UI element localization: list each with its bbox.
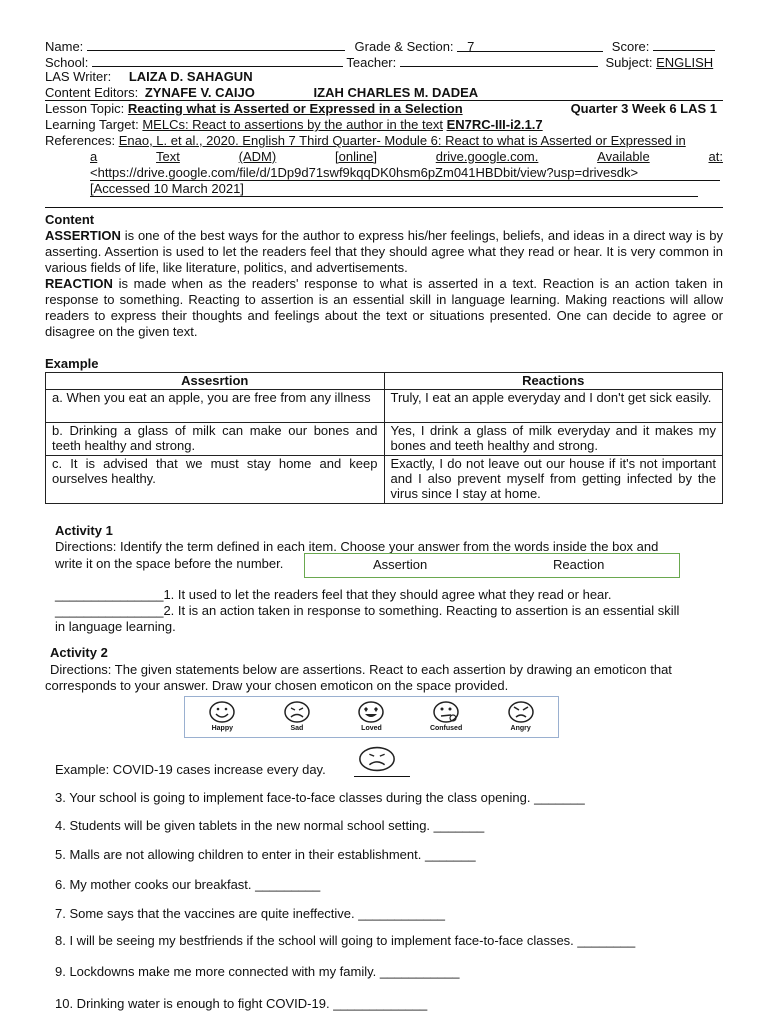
assertion-paragraph — [45, 228, 723, 276]
school-field[interactable] — [92, 54, 343, 67]
reaction-text: is made when as the readers' response to what is asserted in a text. Reaction is an action taken in response to something. Reacting to assertion is an essential skill in language learning. Making reactions will allow readers to express their thoughts and feelings about the text or situations presented. One can decide to agree or disagree on the given text. — [45, 276, 723, 339]
grade-value: 7 — [467, 39, 475, 54]
item-text: 8. I will be seeing my bestfriends if the school will going to implement face-to-face classes. — [55, 933, 574, 948]
emoticon-label: Confused — [429, 725, 463, 732]
activity1-directions-1: Directions: Identify the term defined in each item. Choose your answer from the words inside the box and — [55, 539, 659, 554]
reaction-term: REACTION — [45, 276, 113, 291]
answer-blank[interactable]: ___________ — [379, 964, 460, 979]
loved-face-icon — [357, 700, 385, 724]
references-label: References: — [45, 133, 116, 148]
table-row — [46, 423, 723, 456]
item-text: 6. My mother cooks our breakfast. — [55, 877, 252, 892]
grade-field[interactable] — [457, 39, 603, 52]
sad-face-icon — [283, 700, 311, 724]
ref-word: drive.google.com. — [435, 149, 539, 164]
answer-blank[interactable]: ____________ — [358, 906, 446, 921]
emoticon-angry — [491, 697, 551, 732]
table-row — [46, 456, 723, 504]
quarter-label: Quarter 3 Week 6 LAS 1 — [570, 101, 717, 116]
answer-blank[interactable]: _____________ — [333, 996, 428, 1011]
table-row — [46, 390, 723, 423]
activity2-item — [55, 818, 484, 834]
answer-blank[interactable]: _________ — [255, 877, 321, 892]
item-text: 2. It is an action taken in response to something. Reacting to assertion is an essential skill — [163, 603, 680, 618]
item-text: 5. Malls are not allowing children to enter in their establishment. — [55, 847, 422, 862]
reaction-cell: Yes, I drink a glass of milk everyday and it makes my bones and teeth healthy and strong. — [384, 423, 723, 456]
target-value: MELCs: React to assertions by the author in the text — [142, 117, 443, 132]
subject-label: Subject: — [605, 55, 653, 70]
emoticon-label: Happy — [211, 725, 233, 732]
choice-assertion: Assertion — [373, 557, 428, 572]
ref-word: Available — [597, 149, 650, 164]
activity2-item — [55, 847, 476, 863]
score-field[interactable] — [653, 38, 715, 51]
writer-value: LAIZA D. SAHAGUN — [128, 69, 253, 84]
writer-row — [45, 69, 253, 85]
grade-label: Grade & Section: — [354, 39, 454, 54]
choice-reaction: Reaction — [553, 557, 605, 572]
references-value: Enao, L. et al., 2020. English 7 Third Quarter- Module 6: React to what is Asserted or Expressed in — [118, 133, 686, 148]
answer-blank[interactable]: ________ — [577, 933, 636, 948]
subject-value: ENGLISH — [656, 55, 714, 70]
column-header-assertion: Assesrtion — [46, 373, 385, 390]
teacher-label: Teacher: — [346, 55, 397, 70]
assertion-text: is one of the best ways for the author to express his/her feelings, beliefs, and ideas in a direct way is by asserting. Assertion is used to let the readers feel that they should agree what they read or hear. It is very common in various fields of life, like literature, politics, and advertisements. — [45, 228, 723, 275]
reaction-cell: Exactly, I do not leave out our house if it's not important and I also prevent myself from getting infected by the virus since I stay at home. — [384, 456, 723, 504]
topic-row — [45, 101, 723, 117]
activity2-directions-1: Directions: The given statements below are assertions. React to each assertion by drawing an emoticon that — [50, 662, 672, 677]
topic-label: Lesson Topic: — [45, 101, 125, 116]
editors-label: Content Editors: — [45, 85, 139, 100]
ref-word: at: — [708, 149, 723, 164]
example-table — [45, 372, 723, 504]
activity2-example: Example: COVID-19 cases increase every day. — [55, 762, 326, 777]
writer-label: LAS Writer: — [45, 69, 112, 84]
item-text: 7. Some says that the vaccines are quite ineffective. — [55, 906, 355, 921]
emoticon-sad — [267, 697, 327, 732]
editor-2: IZAH CHARLES M. DADEA — [313, 85, 479, 100]
answer-blank[interactable]: _______________ — [55, 587, 164, 602]
references-url-row — [90, 165, 720, 181]
activity1-directions-2: write it on the space before the number. — [55, 556, 284, 571]
activity2-item — [55, 996, 427, 1012]
references-line-2 — [90, 149, 723, 165]
confused-face-icon — [432, 700, 460, 724]
item-text: 4. Students will be given tablets in the new normal school setting. — [55, 818, 431, 833]
emoticon-label: Sad — [290, 725, 304, 732]
content-heading: Content — [45, 212, 95, 227]
item-text: 9. Lockdowns make me more connected with my family. — [55, 964, 377, 979]
topic-value: Reacting what is Asserted or Expressed in a Selection — [127, 101, 463, 116]
references-row — [45, 133, 686, 149]
school-label: School: — [45, 55, 89, 70]
score-label: Score: — [611, 39, 650, 54]
activity2-item — [55, 964, 459, 980]
references-url[interactable]: <https://drive.google.com/file/d/1Dp9d71swf9kqqDK0hsm6pZm041HBDbit/view?usp=drivesdk> — [90, 165, 639, 180]
reaction-cell: Truly, I eat an apple everyday and I don't get sick easily. — [384, 390, 723, 423]
angry-face-icon — [507, 700, 535, 724]
ref-word: a — [90, 149, 98, 164]
activity2-item — [55, 933, 635, 949]
item-text: 1. It used to let the readers feel that they should agree what they read or hear. — [163, 587, 612, 602]
item-text: 3. Your school is going to implement face-to-face classes during the class opening. — [55, 790, 531, 805]
emoticon-legend — [184, 696, 559, 738]
example-answer — [354, 744, 410, 777]
activity2-item — [55, 790, 585, 806]
example-heading: Example — [45, 356, 99, 371]
assertion-term: ASSERTION — [45, 228, 121, 243]
answer-blank[interactable]: _______ — [424, 847, 476, 862]
word-choice-box — [304, 553, 680, 578]
teacher-field[interactable] — [400, 54, 598, 67]
activity2-directions-2: corresponds to your answer. Draw your chosen emoticon on the space provided. — [45, 678, 509, 693]
editors-row — [45, 85, 723, 101]
column-header-reactions: Reactions — [384, 373, 723, 390]
answer-blank[interactable]: _______ — [433, 818, 485, 833]
answer-blank[interactable]: _______ — [534, 790, 585, 805]
activity1-item-2-cont: in language learning. — [55, 619, 176, 634]
activity1-item-1 — [55, 587, 612, 603]
reaction-paragraph — [45, 276, 723, 340]
activity2-item — [55, 877, 320, 893]
activity1-heading: Activity 1 — [55, 523, 113, 538]
name-label: Name: — [45, 39, 84, 54]
sad-face-icon — [357, 744, 397, 774]
assertion-cell: b. Drinking a glass of milk can make our bones and teeth healthy and strong. — [46, 423, 385, 456]
ref-word: [online] — [335, 149, 377, 164]
ref-word: Text — [156, 149, 180, 164]
target-code: EN7RC-III-i2.1.7 — [446, 117, 543, 132]
assertion-cell: c. It is advised that we must stay home and keep ourselves healthy. — [46, 456, 385, 504]
emoticon-label: Loved — [361, 725, 382, 732]
activity1-item-2 — [55, 603, 679, 619]
answer-blank[interactable]: _______________ — [55, 603, 164, 618]
item-text: 10. Drinking water is enough to fight COVID-19. — [55, 996, 330, 1011]
activity2-heading: Activity 2 — [50, 645, 108, 660]
name-field[interactable] — [87, 38, 345, 51]
activity2-item — [55, 906, 445, 922]
references-accessed: [Accessed 10 March 2021] — [90, 181, 244, 196]
header-divider — [45, 207, 723, 208]
emoticon-happy — [192, 697, 252, 732]
target-label: Learning Target: — [45, 117, 139, 132]
references-accessed-row — [90, 181, 698, 197]
name-row — [45, 38, 715, 55]
emoticon-label: Angry — [510, 725, 531, 732]
assertion-cell: a. When you eat an apple, you are free from any illness — [46, 390, 385, 423]
emoticon-confused — [416, 697, 476, 732]
editor-1: ZYNAFE V. CAIJO — [144, 85, 255, 100]
table-header-row — [46, 373, 723, 390]
target-row — [45, 117, 543, 133]
ref-word: (ADM) — [238, 149, 277, 164]
happy-face-icon — [208, 700, 236, 724]
emoticon-loved — [341, 697, 401, 732]
